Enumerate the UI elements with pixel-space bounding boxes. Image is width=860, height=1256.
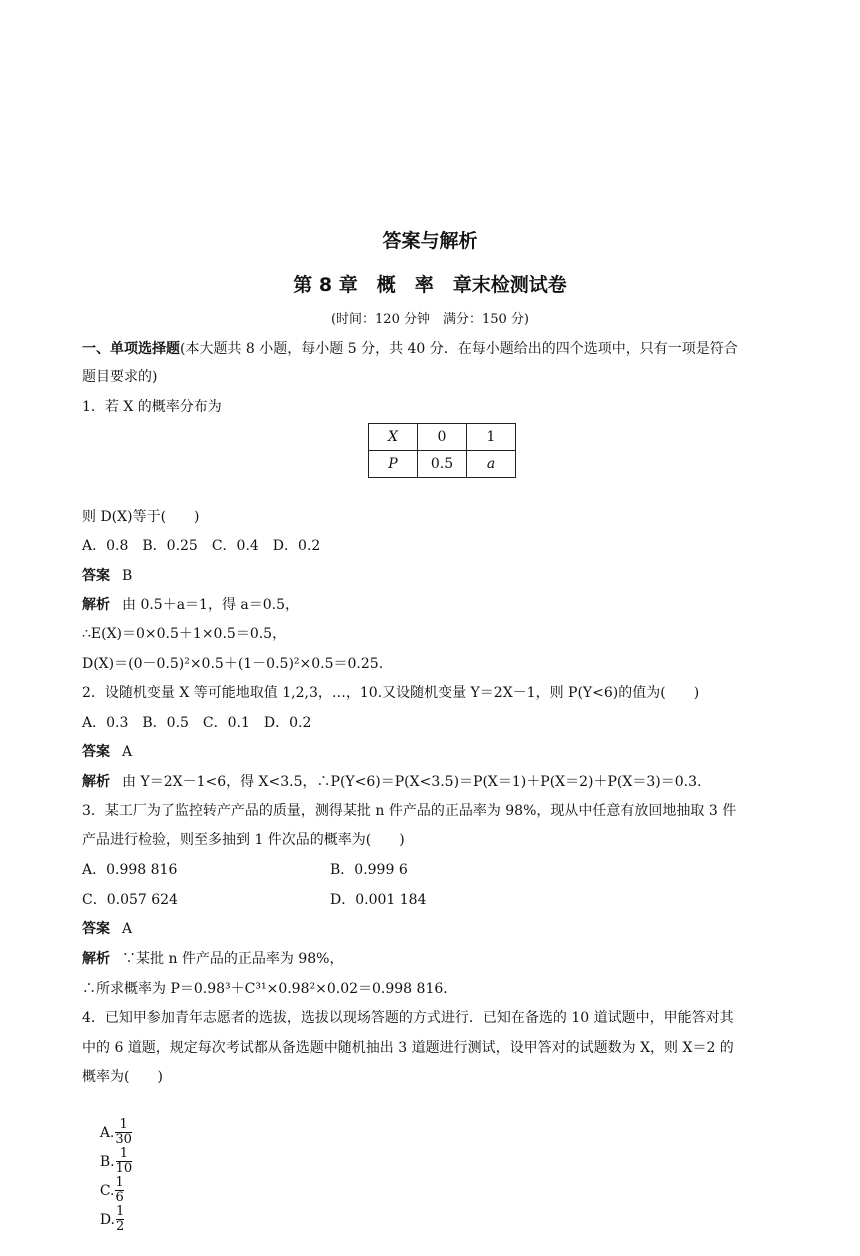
q3-stem-1: 3．某工厂为了监控转产产品的质量，测得某批 n 件产品的正品率为 98%，现从中任意有放回地抽取 3 件 (82, 803, 737, 819)
section-heading-line (82, 338, 738, 360)
q2-answer (82, 741, 132, 763)
q3-stem-2: 产品进行检验，则至多抽到 1 件次品的概率为( ) (82, 832, 405, 848)
section-description-cont: 题目要求的) (82, 369, 158, 385)
q1-options: A．0.8 B．0.25 C．0.4 D．0.2 (82, 538, 321, 554)
q1-analysis-3: D(X)＝(0－0.5)²×0.5＋(1－0.5)²×0.5＝0.25. (82, 656, 384, 672)
q1-stem: 1．若 X 的概率分布为 (82, 399, 222, 415)
fraction: $\frac{1}{30}$ (115, 1117, 132, 1147)
q1-analysis-1: 解析 由 0.5＋a＝1，得 a＝0.5， (82, 597, 300, 613)
q4-stem-1: 4．已知甲参加青年志愿者的选拔，选拔以现场答题的方式进行．已知在备选的 10 道试题中，甲能答对其 (82, 1010, 734, 1026)
analysis-label: 解析 (82, 597, 110, 613)
fraction: $\frac{1}{6}$ (115, 1175, 124, 1205)
analysis-label: 解析 (82, 951, 110, 967)
answer-label: 答案 (82, 921, 110, 937)
q4-options (82, 1096, 133, 1256)
q3-analysis-1: 解析 ∵某批 n 件产品的正品率为 98%， (82, 951, 344, 967)
section-description: (本大题共 8 小题，每小题 5 分，共 40 分．在每小题给出的四个选项中，只有一项是符合 (180, 341, 738, 357)
q1-answer (82, 565, 132, 587)
q4-stem-2: 中的 6 道题，规定每次考试都从备选题中随机抽出 3 道题进行测试，设甲答对的试题数为 X，则 X＝2 的 (82, 1040, 734, 1056)
answer-value: B (122, 568, 133, 584)
q3-option-b: B．0.999 6 (330, 862, 408, 878)
table-cell: a (467, 451, 516, 478)
q3-answer (82, 918, 132, 940)
q3-option-a: A．0.998 816 (82, 862, 178, 878)
q4-stem-3: 概率为( ) (82, 1069, 163, 1085)
q3-analysis-2: ∴所求概率为 P＝0.98³＋C³¹×0.98²×0.02＝0.998 816. (82, 981, 448, 997)
answer-value: A (122, 921, 133, 937)
table-cell: 0 (418, 424, 467, 451)
q4-option-b: B. $\frac{1}{10}$ (99, 1146, 133, 1176)
q3-option-d: D．0.001 184 (330, 892, 427, 908)
table-cell: P (369, 451, 418, 478)
q4-option-c: C. $\frac{1}{6}$ (99, 1175, 124, 1205)
fraction: $\frac{1}{2}$ (116, 1204, 125, 1234)
table-row (369, 451, 516, 478)
table-cell: 1 (467, 424, 516, 451)
q4-option-d: D. $\frac{1}{2}$ (99, 1204, 125, 1234)
q2-stem: 2．设随机变量 X 等可能地取值 1,2,3，…，10.又设随机变量 Y＝2X－1，则 P(Y<6)的值为( ) (82, 685, 700, 701)
table-cell: X (369, 424, 418, 451)
q1-distribution-table (368, 423, 516, 478)
q1-analysis-2: ∴E(X)＝0×0.5＋1×0.5＝0.5， (82, 626, 287, 642)
exam-subtitle: (时间：120 分钟 满分：150 分) (330, 312, 530, 327)
answer-value: A (122, 744, 133, 760)
table-cell: 0.5 (418, 451, 467, 478)
q3-option-c: C．0.057 624 (82, 892, 178, 908)
answer-label: 答案 (82, 744, 110, 760)
q4-option-a: A. $\frac{1}{30}$ (99, 1117, 132, 1147)
q2-options: A．0.3 B．0.5 C．0.1 D．0.2 (82, 715, 312, 731)
chapter-title: 第 8 章 概 率 章末检测试卷 (293, 274, 567, 296)
section-heading: 一、单项选择题 (82, 341, 180, 357)
answer-label: 答案 (82, 568, 110, 584)
q2-analysis-1: 解析 由 Y＝2X－1<6，得 X<3.5，∴P(Y<6)＝P(X<3.5)＝P(X＝1)＋P(X＝2)＋P(X＝3)＝0.3. (82, 774, 702, 790)
analysis-label: 解析 (82, 774, 110, 790)
table-row (369, 424, 516, 451)
fraction: $\frac{1}{10}$ (115, 1146, 133, 1176)
page-title: 答案与解析 (382, 230, 478, 252)
q1-question: 则 D(X)等于( ) (82, 509, 200, 525)
